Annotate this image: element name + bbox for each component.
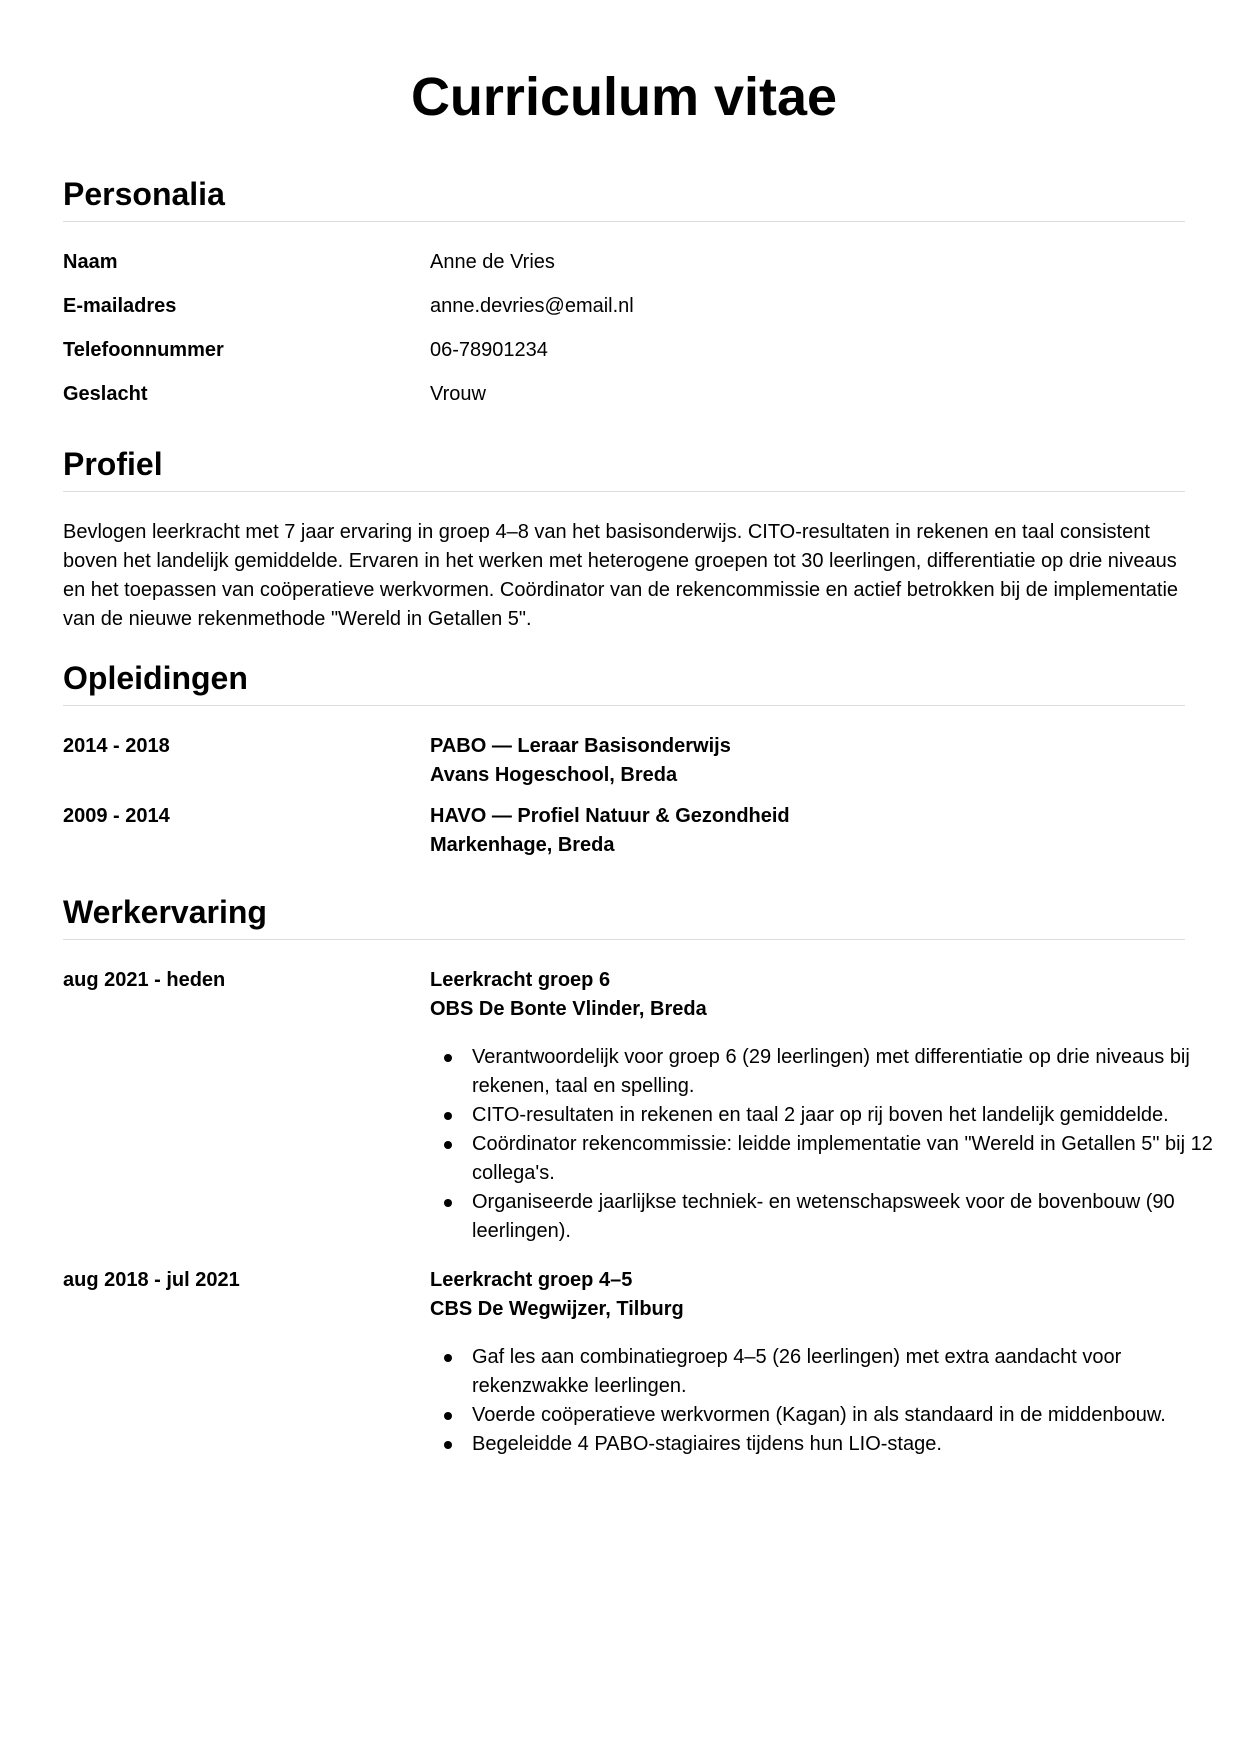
- work-task-text: Organiseerde jaarlijkse techniek- en wetenschapsweek voor de bovenbouw (90 leerlingen).: [472, 1191, 1175, 1242]
- bullet-icon: [444, 1112, 452, 1120]
- work-details: [430, 1266, 1185, 1324]
- education-period: 2014 - 2018: [63, 735, 170, 757]
- education-title: PABO — Leraar Basisonderwijs: [430, 735, 731, 757]
- work-task-item: [472, 1343, 1227, 1401]
- section-divider: [63, 705, 1185, 706]
- bullet-icon: [444, 1054, 452, 1062]
- work-task-text: Verantwoordelijk voor groep 6 (29 leerlingen) met differentiatie op drie niveaus bij rekenen, taal en spelling.: [472, 1046, 1190, 1097]
- section-divider: [63, 221, 1185, 222]
- work-task-item: [472, 1130, 1227, 1188]
- bullet-icon: [444, 1141, 452, 1149]
- work-employer: CBS De Wegwijzer, Tilburg: [430, 1298, 684, 1320]
- row-label: Geslacht: [63, 383, 148, 405]
- work-period: aug 2018 - jul 2021: [63, 1269, 240, 1291]
- row-label: Naam: [63, 251, 118, 273]
- section-heading-werkervaring: Werkervaring: [63, 894, 267, 930]
- section-heading-profiel: Profiel: [63, 446, 163, 482]
- work-details: [430, 966, 1185, 1024]
- section-heading-personalia: Personalia: [63, 176, 225, 212]
- work-task-item: [472, 1430, 1227, 1459]
- education-period: 2009 - 2014: [63, 805, 170, 827]
- bullet-icon: [444, 1441, 452, 1449]
- row-value: 06-78901234: [430, 339, 548, 361]
- work-period: aug 2021 - heden: [63, 969, 226, 991]
- page-title: Curriculum vitae: [410, 67, 838, 127]
- row-value: Anne de Vries: [430, 251, 555, 273]
- bullet-icon: [444, 1199, 452, 1207]
- bullet-icon: [444, 1354, 452, 1362]
- row-value: Vrouw: [430, 383, 486, 405]
- section-heading-opleidingen: Opleidingen: [63, 660, 248, 696]
- row-value: anne.devries@email.nl: [430, 295, 634, 317]
- work-task-list: [430, 1043, 1227, 1246]
- profile-text: Bevlogen leerkracht met 7 jaar ervaring in groep 4–8 van het basisonderwijs. CITO-resultaten in rekenen en taal consistent boven het landelijk gemiddelde. Ervaren in het werken met heterogene groepen tot 30 leerlingen, differentiatie op drie niveaus en het toepassen van coöperatieve werkvormen. Coördinator van de rekencommissie en actief betrokken bij de implementatie van de nieuwe rekenmethode "Wereld in Getallen 5".: [63, 521, 1179, 630]
- work-task-list: [430, 1343, 1227, 1459]
- bullet-icon: [444, 1412, 452, 1420]
- work-task-item: [472, 1043, 1227, 1101]
- work-task-item: [472, 1101, 1227, 1130]
- work-title: Leerkracht groep 4–5: [430, 1269, 633, 1291]
- education-institution: Avans Hogeschool, Breda: [430, 764, 678, 786]
- work-employer: OBS De Bonte Vlinder, Breda: [430, 998, 707, 1020]
- row-label: E-mailadres: [63, 295, 177, 317]
- work-task-text: Coördinator rekencommissie: leidde implementatie van "Wereld in Getallen 5" bij 12 collega's.: [472, 1133, 1213, 1184]
- work-task-text: Voerde coöperatieve werkvormen (Kagan) in als standaard in de middenbouw.: [472, 1404, 1166, 1426]
- work-title: Leerkracht groep 6: [430, 969, 611, 991]
- education-details: [430, 732, 1185, 790]
- education-institution: Markenhage, Breda: [430, 834, 615, 856]
- work-task-item: [472, 1188, 1227, 1246]
- work-task-text: Gaf les aan combinatiegroep 4–5 (26 leerlingen) met extra aandacht voor rekenzwakke leerlingen.: [472, 1346, 1122, 1397]
- education-details: [430, 802, 1185, 860]
- section-divider: [63, 939, 1185, 940]
- work-task-item: [472, 1401, 1227, 1430]
- row-label: Telefoonnummer: [63, 339, 224, 361]
- education-title: HAVO — Profiel Natuur & Gezondheid: [430, 805, 790, 827]
- section-divider: [63, 491, 1185, 492]
- work-task-text: Begeleidde 4 PABO-stagiaires tijdens hun LIO-stage.: [472, 1433, 942, 1455]
- work-task-text: CITO-resultaten in rekenen en taal 2 jaar op rij boven het landelijk gemiddelde.: [472, 1104, 1169, 1126]
